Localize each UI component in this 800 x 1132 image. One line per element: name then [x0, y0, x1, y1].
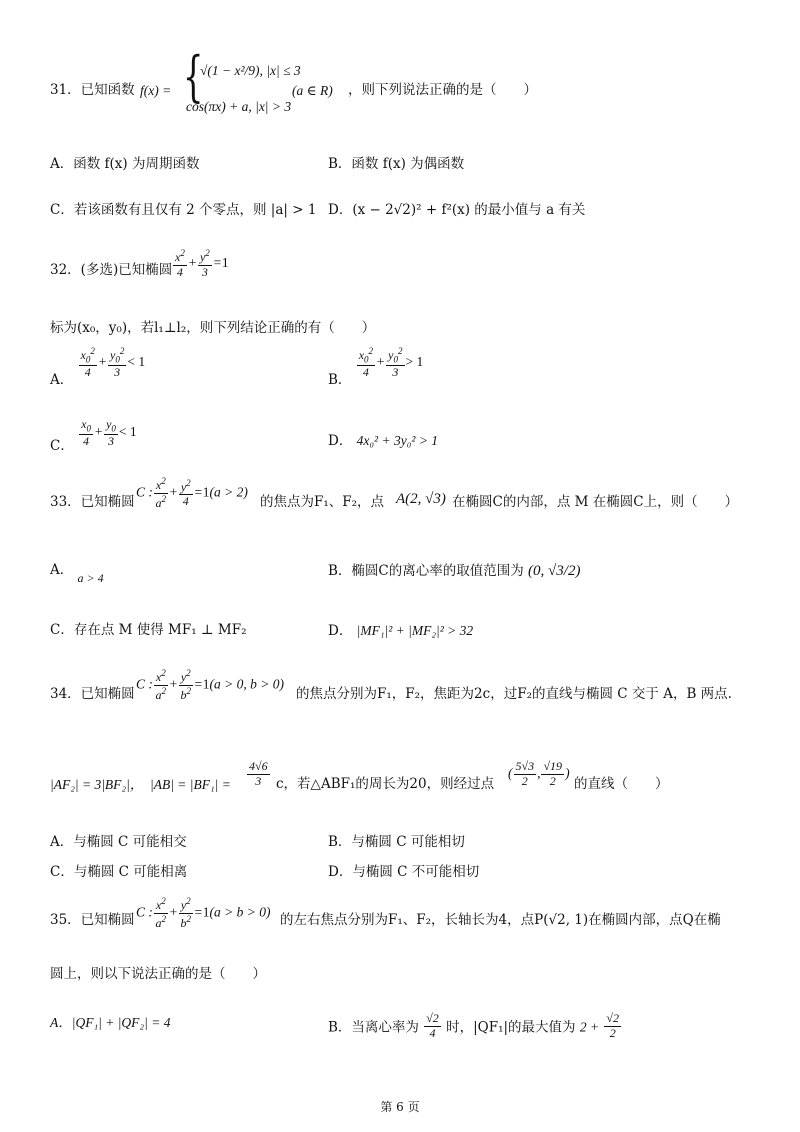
q33-point: A(2, √3) [396, 491, 446, 507]
q32-d-expr: 4x₀² + 3y₀² > 1 [356, 433, 439, 448]
q31-tail: ，则下列说法正确的是（ ） [348, 82, 537, 98]
q34-option-d: D．与椭圆 C 不可能相切 [328, 864, 480, 880]
q32-line-2: 标为(x₀，y₀)，若l₁⊥l₂，则下列结论正确的有（ ） [50, 320, 376, 336]
q34-option-b: B．与椭圆 C 可能相切 [328, 834, 465, 850]
q31-number: 31．已知函数 [50, 82, 135, 98]
q32-c-rel: < 1 [118, 424, 137, 440]
q34-tail: 的焦点分别为F₁，F₂，焦距为2c，过F₂的直线与椭圆 C 交于 A，B 两点. [296, 686, 732, 702]
q33-a-label: A． [50, 562, 74, 578]
q31-brace: { [182, 45, 204, 108]
q33-option-a [50, 562, 104, 585]
page-footer: 第 6 页 [380, 1100, 420, 1114]
q33-mid: 的焦点为F₁、F₂，点 [260, 494, 385, 510]
q33-option-b [328, 562, 580, 582]
q31-option-c: C．若该函数有且仅有 2 个零点，则 |a| > 1 [50, 202, 317, 218]
q35-b-max: $\frac{√2}{2}$ [606, 1011, 619, 1040]
q31-piece-1: √(1 − x²/9), |x| ≤ 3 [200, 63, 301, 78]
q31-piece-2: cos(πx) + a, |x| > 3 [186, 99, 292, 114]
q32-number: 32．(多选)已知椭圆 [50, 262, 173, 278]
q33-b-range: (0, √3/2) [528, 563, 581, 579]
q32-b-rel: > 1 [405, 353, 424, 369]
q31-condition: (a ∈ R) [292, 83, 333, 98]
q33-d-label: D． [328, 623, 353, 639]
q35-ellipse-eq: C : $\frac{x^2}{a^2}$ + $\frac{y^2}{b^2}$ =1(a > b > 0) [136, 896, 271, 930]
q31-fx: f(x) = [140, 83, 172, 98]
q35-b-ecc: $\frac{√2}{4}$ [426, 1011, 439, 1040]
q32-ellipse-eq: $\frac{x^2}{4}$ + $\frac{y^2}{3}$ =1 [175, 248, 229, 279]
q32-c-label: C． [50, 438, 74, 455]
q35-number: 35．已知椭圆 [50, 912, 135, 928]
q34-ellipse-eq: C : $\frac{x^2}{a^2}$ + $\frac{y^2}{b^2}$ =1(a > 0, b > 0) [136, 668, 284, 702]
q32-b-label: B． [328, 371, 352, 388]
q33-number: 33．已知椭圆 [50, 494, 135, 510]
q33-option-c: C．存在点 M 使得 MF₁ ⊥ MF₂ [50, 622, 247, 638]
q34-option-c: C．与椭圆 C 可能相离 [50, 864, 188, 880]
q32-b-expr: $\frac{x_0^2}{4}$ + $\frac{y_0^2}{3}$ > 1 [358, 346, 424, 379]
q32-option-d [328, 432, 438, 451]
q34-point: ( $\frac{5√3}{2}$ , $\frac{√19}{2}$ ) [508, 759, 570, 788]
q31-option-a: A．函数 f(x) 为周期函数 [50, 156, 200, 172]
q34-frac: $\frac{4√6}{3}$ [249, 759, 268, 788]
q32-a-rel: < 1 [127, 353, 146, 369]
q33-b-label: B．椭圆C的离心率的取值范围为 [328, 563, 524, 579]
q35-b-part-3: 2 + [579, 1019, 600, 1035]
q32-a-label: A． [50, 371, 74, 388]
q31-option-d: D．(x − 2√2)² + f²(x) 的最小值与 a 有关 [328, 202, 586, 218]
q31-stem [50, 82, 135, 100]
q32-c-expr: $\frac{x_0}{4}$ + $\frac{y_0}{3}$ < 1 [81, 417, 137, 448]
q34-option-a: A．与椭圆 C 可能相交 [50, 834, 187, 850]
q35-option-b [328, 1011, 622, 1043]
q35-option-a: A．|QF₁| + |QF₂| = 4 [50, 1015, 171, 1030]
q33-option-d [328, 622, 473, 641]
q34-cond-3: c，若△ABF₁的周长为20，则经过点 [276, 776, 495, 792]
q34-cond-4: 的直线（ ） [574, 776, 669, 792]
q33-tail: 在椭圆C的内部，点 M 在椭圆C上，则（ ） [452, 494, 739, 510]
q35-tail: 的左右焦点分别为F₁、F₂，长轴长为4，点P(√2, 1)在椭圆内部，点Q在椭 [280, 912, 721, 928]
q33-ellipse-eq: C : $\frac{x^2}{a^2}$ + $\frac{y^2}{4}$ =1(a > 2) [136, 476, 248, 510]
q32-option-a [50, 346, 146, 388]
q35-b-part-1: B．当离心率为 [328, 1019, 419, 1036]
q35-line-2: 圆上，则以下说法正确的是（ ） [50, 966, 266, 982]
q32-a-expr: $\frac{x_0^2}{4}$ + $\frac{y_0^2}{3}$ < 1 [80, 346, 146, 379]
q33-d-expr: |MF₁|² + |MF₂|² > 32 [356, 623, 474, 638]
q34-number: 34．已知椭圆 [50, 686, 135, 702]
q34-cond-1: |AF₂| = 3|BF₂|， [50, 777, 144, 792]
q33-a-expr: a > 4 [77, 571, 104, 585]
q34-cond-2: |AB| = |BF₁| = [150, 777, 231, 792]
q32-d-label: D． [328, 433, 353, 449]
q35-b-part-2: 时，|QF₁|的最大值为 [446, 1019, 576, 1036]
q32-option-b [328, 346, 424, 388]
q32-option-c [50, 418, 137, 454]
q31-option-b: B．函数 f(x) 为偶函数 [328, 156, 465, 172]
